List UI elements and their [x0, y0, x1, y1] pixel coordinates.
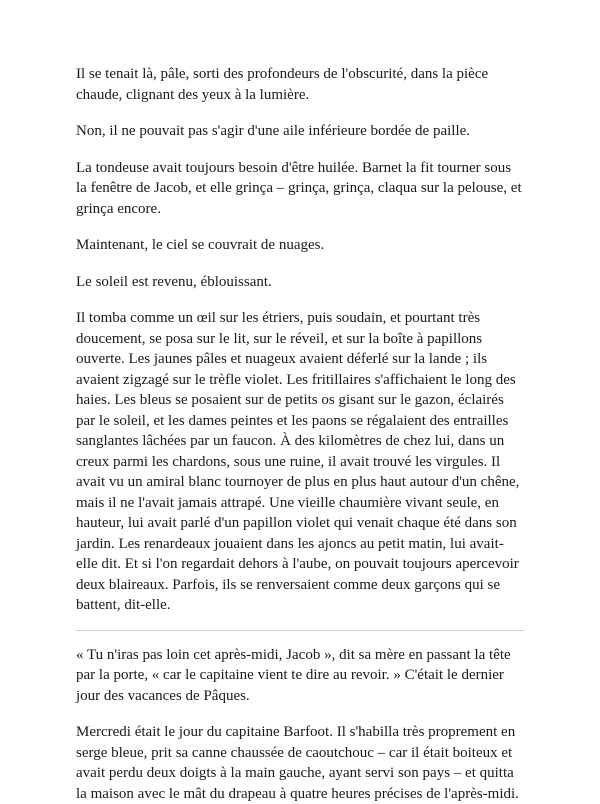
section-divider	[76, 630, 524, 631]
text-section-1	[76, 64, 524, 616]
paragraph-7: « Tu n'iras pas loin cet après-midi, Jacob », dit sa mère en passant la tête par la porte, « car le capitaine vient te dire au revoir. » C'était le dernier jour des vacances de Pâques.	[76, 645, 524, 707]
paragraph-3: La tondeuse avait toujours besoin d'être huilée. Barnet la fit tourner sous la fenêtre de Jacob, et elle grinça – grinça, grinça, claqua sur la pelouse, et grinça encore.	[76, 158, 524, 220]
paragraph-5: Le soleil est revenu, éblouissant.	[76, 272, 524, 293]
paragraph-6: Il tomba comme un œil sur les étriers, puis soudain, et pourtant très doucement, se posa sur le lit, sur le réveil, et sur la boîte à papillons ouverte. Les jaunes pâles et nuageux avaient déferlé sur la lande ; ils avaient zigzagé sur le trèfle violet. Les fritillaires s'affichaient le long des haies. Les bleus se posaient sur de petits os gisant sur le gazon, éclairés par le soleil, et les dames peintes et les paons se régalaient des entrailles sanglantes lâchées par un faucon. À des kilomètres de chez lui, dans un creux parmi les chardons, sous une ruine, il avait trouvé les virgules. Il avait vu un amiral blanc tournoyer de plus en plus haut autour d'un chêne, mais il ne l'avait jamais attrapé. Une vieille chaumière vivant seule, en hauteur, lui avait parlé d'un papillon violet qui venait chaque été dans son jardin. Les renardeaux jouaient dans les ajoncs au petit matin, lui avait-elle dit. Et si l'on regardait dehors à l'aube, on pouvait toujours apercevoir deux blaireaux. Parfois, ils se renversaient comme deux garçons qui se battent, dit-elle.	[76, 308, 524, 616]
text-section-2	[76, 645, 524, 804]
paragraph-4: Maintenant, le ciel se couvrait de nuages.	[76, 235, 524, 256]
paragraph-1: Il se tenait là, pâle, sorti des profondeurs de l'obscurité, dans la pièce chaude, clignant des yeux à la lumière.	[76, 64, 524, 105]
paragraph-2: Non, il ne pouvait pas s'agir d'une aile inférieure bordée de paille.	[76, 121, 524, 142]
paragraph-8: Mercredi était le jour du capitaine Barfoot. Il s'habilla très proprement en serge bleue, prit sa canne chaussée de caoutchouc – car il était boiteux et avait perdu deux doigts à la main gauche, ayant servi son pays – et quitta la maison avec le mât du drapeau à quatre heures précises de l'après-midi.	[76, 722, 524, 804]
